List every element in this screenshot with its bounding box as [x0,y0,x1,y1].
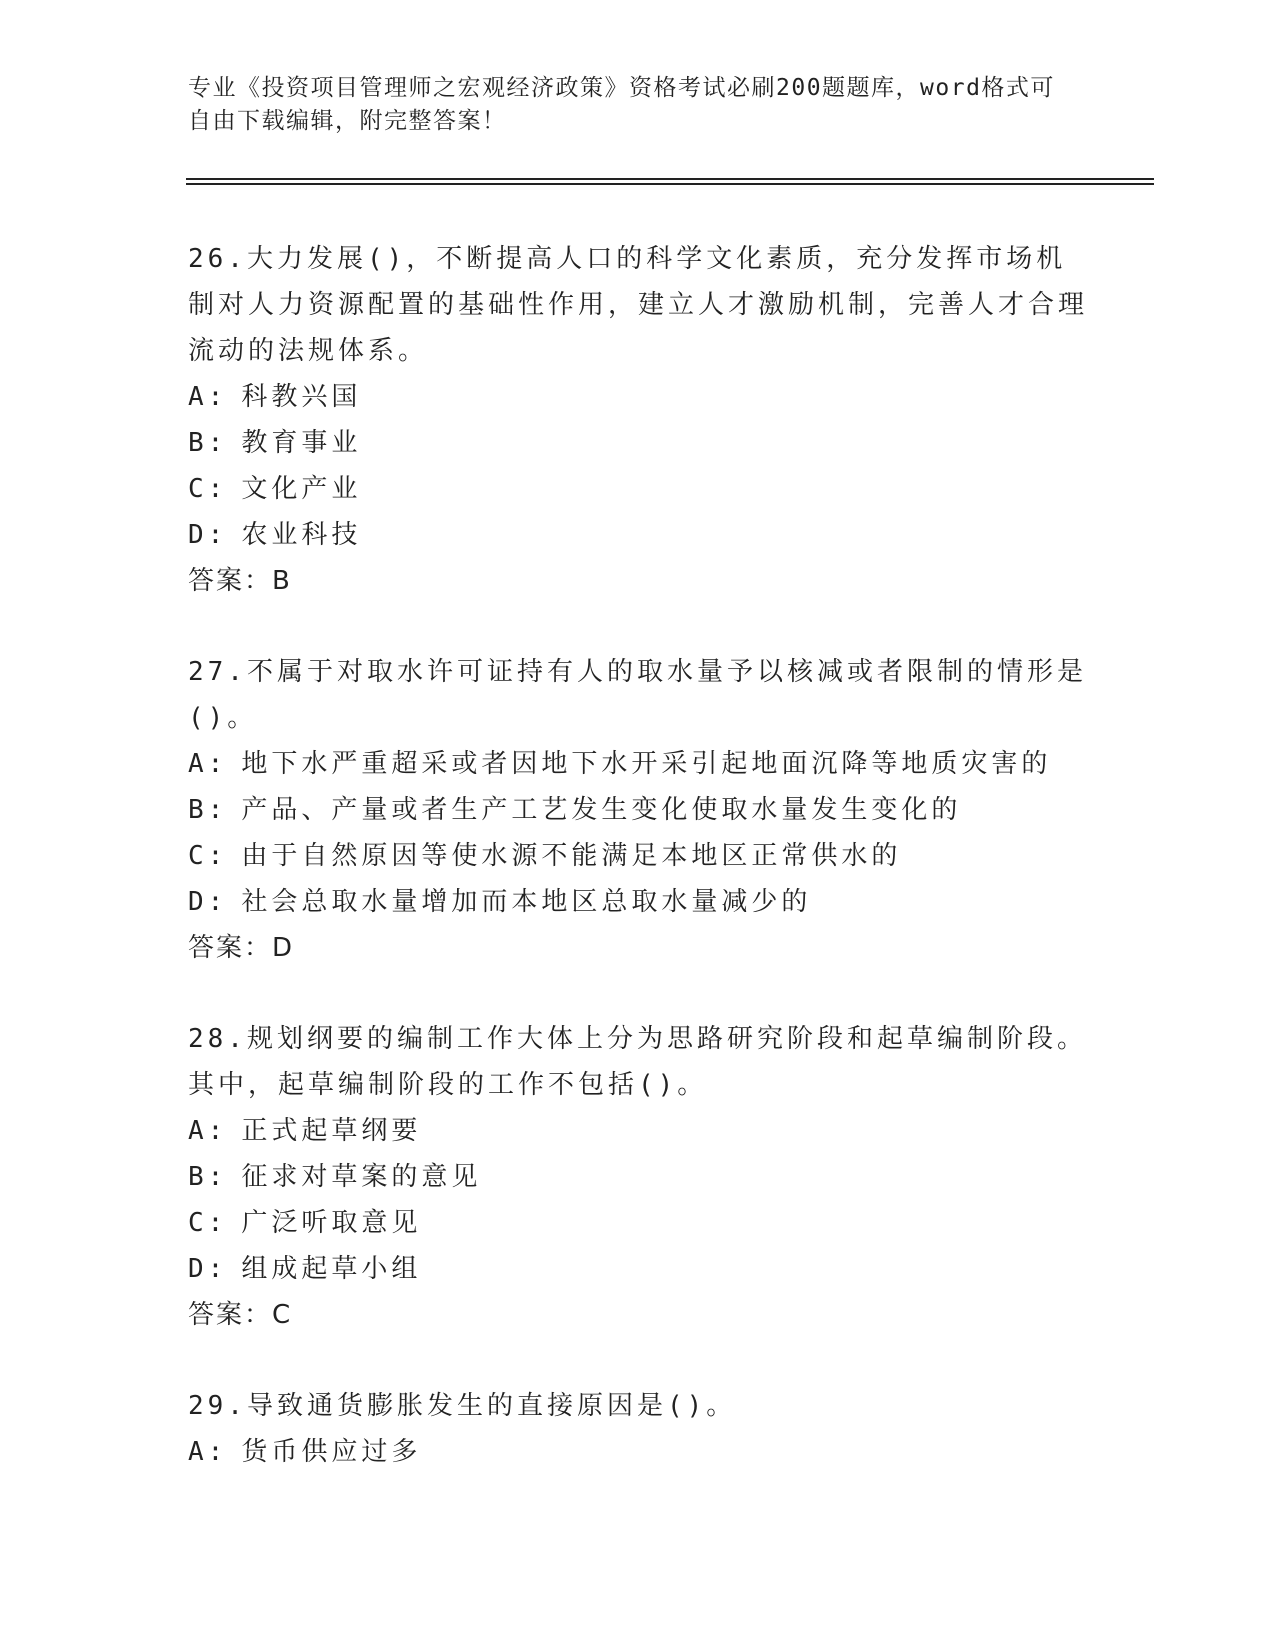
option-c [188,466,1088,512]
option-b [188,1154,1088,1200]
answer-line: 答案：B [188,566,292,596]
option-key: A: [188,749,228,779]
option-a [188,1429,1088,1475]
option-text: 科教兴国 [241,382,362,412]
option-key: B: [188,795,228,825]
question-26 [188,236,1088,604]
header-double-rule [186,178,1154,185]
option-text: 社会总取水量增加而本地区总取水量减少的 [241,887,812,917]
option-key: D: [188,520,228,550]
question-27 [188,649,1088,971]
option-text: 广泛听取意见 [241,1208,422,1238]
answer-line: 答案：D [188,933,295,963]
option-key: B: [188,1162,228,1192]
option-key: C: [188,474,228,504]
option-text: 农业科技 [241,520,362,550]
option-key: C: [188,841,228,871]
option-key: A: [188,382,228,412]
option-text: 教育事业 [241,428,362,458]
option-text: 地下水严重超采或者因地下水开采引起地面沉降等地质灾害的 [241,749,1052,779]
question-stem: 27.不属于对取水许可证持有人的取水量予以核减或者限制的情形是()。 [188,657,1087,733]
option-text: 文化产业 [241,474,362,504]
option-a [188,1108,1088,1154]
header-text: 专业《投资项目管理师之宏观经济政策》资格考试必刷200题题库，word格式可自由下载编辑，附完整答案！ [188,75,1055,134]
document-header [188,72,1068,138]
option-key: B: [188,428,228,458]
option-text: 由于自然原因等使水源不能满足本地区正常供水的 [241,841,902,871]
answer-line: 答案：C [188,1300,293,1330]
option-a [188,741,1088,787]
option-c [188,1200,1088,1246]
option-key: C: [188,1208,228,1238]
question-stem: 26.大力发展()，不断提高人口的科学文化素质，充分发挥市场机制对人力资源配置的基础性作用，建立人才激励机制，完善人才合理流动的法规体系。 [188,244,1089,366]
question-29 [188,1383,1088,1475]
option-text: 正式起草纲要 [241,1116,422,1146]
option-text: 征求对草案的意见 [241,1162,482,1192]
option-key: A: [188,1437,228,1467]
option-key: A: [188,1116,228,1146]
option-d [188,1246,1088,1292]
option-text: 产品、产量或者生产工艺发生变化使取水量发生变化的 [241,795,962,825]
option-key: D: [188,1254,228,1284]
option-key: D: [188,887,228,917]
option-a [188,374,1088,420]
question-stem: 28.规划纲要的编制工作大体上分为思路研究阶段和起草编制阶段。其中，起草编制阶段的工作不包括()。 [188,1024,1087,1100]
option-d [188,879,1088,925]
question-list [188,236,1088,1520]
option-text: 货币供应过多 [241,1437,422,1467]
question-28 [188,1016,1088,1338]
option-text: 组成起草小组 [241,1254,422,1284]
option-d [188,512,1088,558]
option-b [188,787,1088,833]
question-stem: 29.导致通货膨胀发生的直接原因是()。 [188,1391,737,1421]
option-b [188,420,1088,466]
option-c [188,833,1088,879]
